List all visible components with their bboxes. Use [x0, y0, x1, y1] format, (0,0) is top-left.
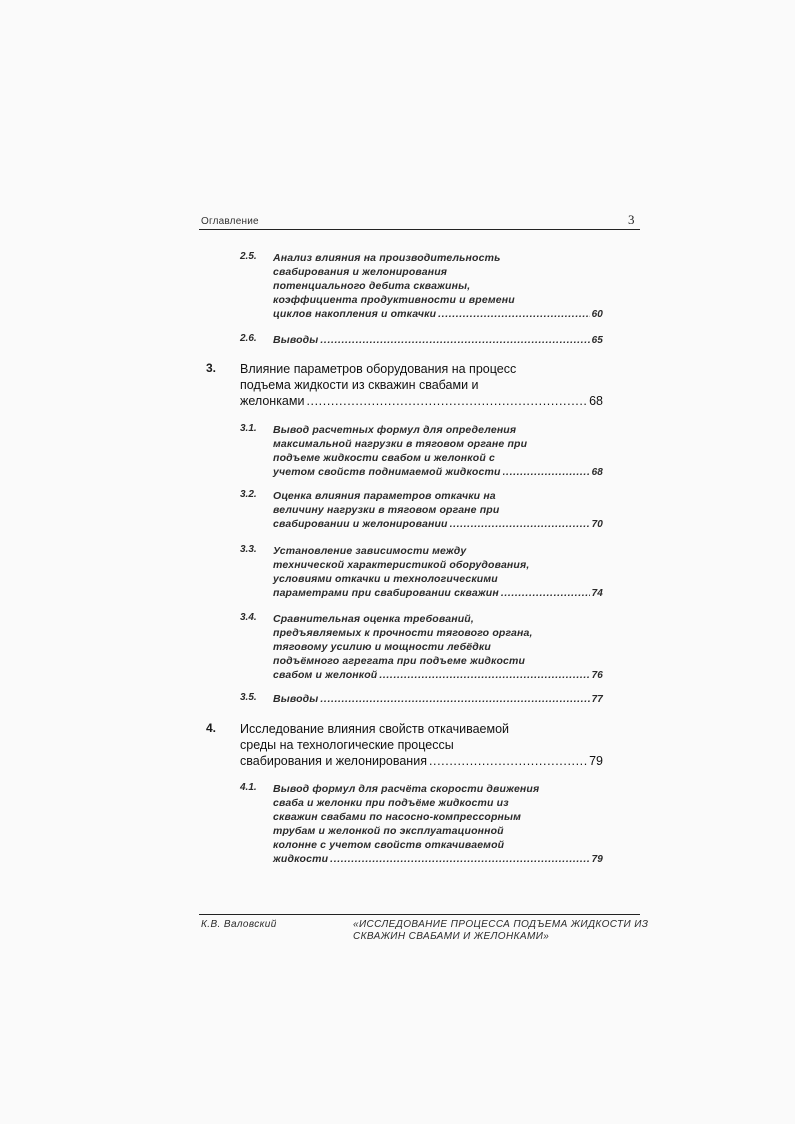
- page-number: 3: [628, 212, 635, 227]
- toc-entry-number: 3.3.: [240, 544, 257, 555]
- toc-entry-line: циклов накопления и откачки: [273, 308, 437, 320]
- toc-entry-line: потенциального дебита скважины,: [273, 280, 471, 292]
- toc-chapter-number: 4.: [206, 721, 217, 735]
- dot-leader: [306, 393, 587, 409]
- toc-entry-line: Вывод формул для расчёта скорости движения: [273, 783, 540, 795]
- toc-page-number: 79: [591, 854, 603, 865]
- footer-title-line: «ИССЛЕДОВАНИЕ ПРОЦЕССА ПОДЪЕМА ЖИДКОСТИ ИЗ: [353, 919, 649, 930]
- dot-leader: [429, 753, 587, 769]
- dot-leader: [320, 692, 589, 706]
- toc-entry-line: технической характеристикой оборудования,: [273, 559, 530, 571]
- toc-entry-number: 4.1.: [240, 782, 257, 793]
- dot-leader: [503, 465, 590, 479]
- toc-entry-number: 3.1.: [240, 423, 257, 434]
- toc-page-number: 65: [591, 335, 603, 346]
- toc-entry-line: условиями откачки и технологическими: [273, 573, 498, 585]
- toc-entry-line: Исследование влияния свойств откачиваемой: [240, 722, 510, 736]
- footer-book-title: [353, 919, 649, 943]
- toc-page-number: 79: [589, 754, 603, 768]
- toc-entry-line: Установление зависимости между: [273, 545, 467, 557]
- dot-leader: [501, 586, 590, 600]
- toc-entry-number: 2.6.: [240, 333, 257, 344]
- toc-entry-line: величину нагрузки в тяговом органе при: [273, 504, 500, 516]
- toc-entry-line: подъёмного агрегата при подъеме жидкости: [273, 655, 526, 667]
- toc-entry-line: подъема жидкости из скважин свабами и: [240, 378, 479, 392]
- toc-entry-line: желонками: [240, 394, 305, 408]
- toc-page-number: 60: [591, 309, 603, 320]
- toc-entry-line: свабом и желонкой: [273, 669, 378, 681]
- toc-entry-line: Оценка влияния параметров откачки на: [273, 490, 496, 502]
- toc-page-number: 76: [591, 670, 603, 681]
- toc-entry-line: подъеме жидкости свабом и желонкой с: [273, 452, 495, 464]
- toc-page-number: 68: [589, 394, 603, 408]
- toc-entry-line: коэффициента продуктивности и времени: [273, 294, 515, 306]
- toc-entry-line: максимальной нагрузки в тяговом органе при: [273, 438, 528, 450]
- toc-entry-number: 3.2.: [240, 489, 257, 500]
- toc-entry-number: 3.4.: [240, 612, 257, 623]
- toc-entry-number: 3.5.: [240, 692, 257, 703]
- toc-page-number: 70: [591, 519, 603, 530]
- toc-page-number: 77: [591, 694, 603, 705]
- toc-entry-line: учетом свойств поднимаемой жидкости: [273, 466, 501, 478]
- toc-entry-line: Сравнительная оценка требований,: [273, 613, 474, 625]
- running-header-title: Оглавление: [201, 216, 259, 227]
- toc-entry-line: сваба и желонки при подъёме жидкости из: [273, 797, 509, 809]
- toc-entry-line: предъявляемых к прочности тягового органа,: [273, 627, 533, 639]
- dot-leader: [450, 517, 590, 531]
- toc-entry-line: Влияние параметров оборудования на процесс: [240, 362, 517, 376]
- dot-leader: [320, 333, 589, 347]
- footer-author: К.В. Валовский: [201, 919, 277, 930]
- toc-entry-line: Вывод расчетных формул для определения: [273, 424, 517, 436]
- toc-page-number: 68: [591, 467, 603, 478]
- toc-entry-line: параметрами при свабировании скважин: [273, 587, 499, 599]
- dot-leader: [438, 307, 589, 321]
- toc-entry-line: среды на технологические процессы: [240, 738, 454, 752]
- toc-entry-line: свабировании и желонировании: [273, 518, 448, 530]
- toc-entry-line: Выводы: [273, 693, 319, 705]
- toc-page-number: 74: [591, 588, 603, 599]
- header-rule: [199, 229, 640, 230]
- toc-entry-line: трубам и желонкой по эксплуатационной: [273, 825, 504, 837]
- toc-entry-line: Анализ влияния на производительность: [273, 252, 501, 264]
- toc-entry-line: свабирования и желонирования: [240, 754, 427, 768]
- toc-entry-line: Выводы: [273, 334, 319, 346]
- footer-title-line: СКВАЖИН СВАБАМИ И ЖЕЛОНКАМИ»: [353, 931, 550, 942]
- footer-rule: [199, 914, 640, 915]
- toc-entry-line: тяговому усилию и мощности лебёдки: [273, 641, 491, 653]
- toc-entry-line: жидкости: [273, 853, 329, 865]
- dot-leader: [379, 668, 589, 682]
- toc-entry-line: скважин свабами по насосно-компрессорным: [273, 811, 522, 823]
- toc-entry-number: 2.5.: [240, 251, 257, 262]
- toc-entry-line: колонне с учетом свойств откачиваемой: [273, 839, 505, 851]
- toc-chapter-number: 3.: [206, 361, 217, 375]
- dot-leader: [330, 852, 589, 866]
- toc-entry-line: свабирования и желонирования: [273, 266, 448, 278]
